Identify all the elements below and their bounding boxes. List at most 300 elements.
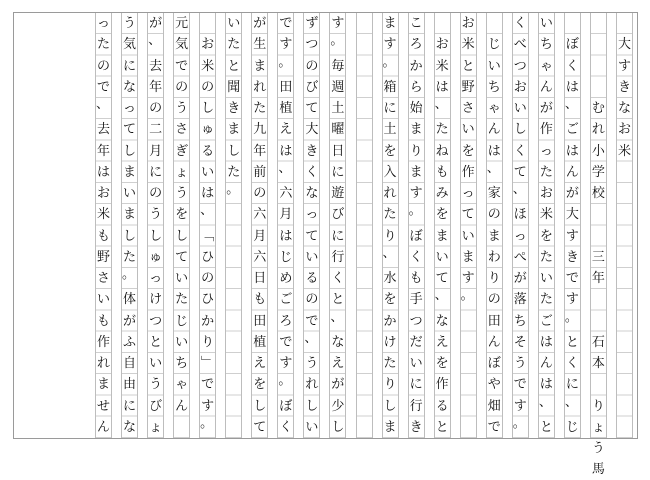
manuscript-char: が bbox=[123, 313, 137, 329]
manuscript-char: い bbox=[435, 249, 449, 265]
manuscript-char: は bbox=[279, 143, 293, 159]
manuscript-char: の bbox=[96, 58, 110, 74]
manuscript-char: せ bbox=[96, 398, 110, 414]
manuscript-char: か bbox=[409, 58, 423, 74]
manuscript-char: を bbox=[435, 356, 449, 371]
manuscript-char: し bbox=[123, 228, 137, 244]
manuscript-column bbox=[199, 13, 216, 438]
manuscript-char: で bbox=[279, 16, 293, 31]
manuscript-char bbox=[591, 77, 606, 98]
manuscript-char: い bbox=[96, 292, 110, 308]
manuscript-char: す bbox=[565, 228, 579, 244]
manuscript-char bbox=[591, 311, 606, 332]
manuscript-char: か bbox=[201, 313, 215, 329]
manuscript-char: て bbox=[253, 419, 267, 435]
manuscript-char: を bbox=[435, 207, 449, 223]
manuscript-char: 米 bbox=[539, 207, 553, 223]
manuscript-char: り bbox=[201, 334, 215, 350]
manuscript-char: 遊 bbox=[331, 186, 345, 201]
manuscript-char: た bbox=[123, 249, 137, 265]
manuscript-char: を bbox=[539, 228, 553, 244]
manuscript-column bbox=[486, 13, 503, 438]
manuscript-char: も bbox=[253, 292, 267, 308]
manuscript-column bbox=[512, 13, 529, 438]
manuscript-char: え bbox=[331, 356, 345, 371]
manuscript-char: 日 bbox=[253, 271, 267, 286]
manuscript-char: の bbox=[175, 79, 189, 95]
manuscript-char: し bbox=[123, 143, 137, 159]
manuscript-char: 。 bbox=[512, 415, 526, 431]
manuscript-char: な bbox=[123, 79, 137, 95]
manuscript-char: 作 bbox=[96, 334, 110, 350]
manuscript-char: の bbox=[149, 101, 163, 116]
manuscript-char: め bbox=[279, 271, 293, 286]
manuscript-char: ら bbox=[409, 79, 423, 95]
manuscript-char: 、 bbox=[304, 330, 318, 346]
manuscript-char: に bbox=[149, 164, 163, 180]
manuscript-char: て bbox=[123, 122, 137, 138]
manuscript-char: え bbox=[435, 334, 449, 350]
manuscript-char: 六 bbox=[253, 207, 267, 223]
manuscript-char: 、 bbox=[200, 203, 214, 219]
manuscript-char: で bbox=[175, 58, 189, 74]
manuscript-char: ん bbox=[539, 79, 553, 95]
manuscript-char: 田 bbox=[279, 79, 293, 95]
manuscript-column bbox=[251, 13, 268, 438]
manuscript-char: 。 bbox=[278, 54, 292, 70]
manuscript-char: 行 bbox=[409, 398, 423, 414]
manuscript-char: の bbox=[149, 186, 163, 201]
manuscript-char: び bbox=[305, 79, 319, 95]
manuscript-char: じ bbox=[487, 37, 501, 53]
manuscript-column bbox=[121, 13, 138, 438]
manuscript-char: ん bbox=[175, 398, 189, 414]
manuscript-char: れ bbox=[96, 356, 110, 371]
manuscript-char: て bbox=[305, 101, 319, 116]
manuscript-char: も bbox=[96, 228, 110, 244]
manuscript-char: え bbox=[253, 356, 267, 371]
manuscript-char: 元 bbox=[175, 16, 189, 31]
manuscript-char: 日 bbox=[331, 143, 345, 159]
manuscript-char: り bbox=[383, 228, 397, 244]
manuscript-char: 植 bbox=[279, 101, 293, 116]
manuscript-char: と bbox=[565, 334, 579, 350]
manuscript-column bbox=[460, 13, 477, 438]
manuscript-char: し bbox=[253, 398, 267, 414]
manuscript-column bbox=[356, 13, 373, 438]
manuscript-char: 生 bbox=[253, 37, 267, 53]
manuscript-char: じ bbox=[565, 419, 579, 435]
manuscript-char: っ bbox=[461, 186, 475, 201]
manuscript-char: ま bbox=[227, 122, 241, 138]
manuscript-char: ん bbox=[487, 334, 501, 350]
manuscript-char: ず bbox=[305, 16, 319, 31]
manuscript-char: え bbox=[279, 122, 293, 138]
manuscript-char: っ bbox=[305, 207, 319, 223]
manuscript-char: 。 bbox=[382, 54, 396, 70]
manuscript-char: 。 bbox=[122, 267, 136, 282]
manuscript-char: と bbox=[149, 334, 163, 350]
manuscript-char: 。 bbox=[408, 203, 422, 219]
manuscript-char: す bbox=[617, 58, 631, 74]
manuscript-char: う bbox=[175, 186, 189, 201]
manuscript-char: て bbox=[305, 228, 319, 244]
manuscript-column bbox=[538, 13, 555, 438]
manuscript-char: さ bbox=[175, 122, 189, 138]
manuscript-char: 九 bbox=[253, 122, 267, 138]
manuscript-char: 田 bbox=[487, 313, 501, 329]
manuscript-char: 植 bbox=[253, 334, 267, 350]
manuscript-char: 自 bbox=[123, 356, 137, 371]
manuscript-char: ぼ bbox=[409, 228, 423, 244]
manuscript-char: る bbox=[305, 271, 319, 286]
manuscript-char: 米 bbox=[201, 58, 215, 74]
manuscript-char: 。 bbox=[226, 182, 240, 197]
manuscript-char: や bbox=[487, 377, 501, 393]
manuscript-char: く bbox=[565, 356, 579, 371]
manuscript-char: は bbox=[539, 334, 553, 350]
manuscript-column bbox=[408, 13, 425, 438]
manuscript-char: れ bbox=[253, 79, 267, 95]
manuscript-char: が bbox=[331, 377, 345, 393]
manuscript-char: 年 bbox=[253, 143, 267, 159]
manuscript-char: そ bbox=[513, 334, 527, 350]
manuscript-char: ご bbox=[279, 292, 293, 308]
manuscript-char: 、 bbox=[95, 97, 109, 112]
manuscript-char: 週 bbox=[331, 79, 345, 95]
manuscript-char: 、 bbox=[434, 288, 448, 304]
manuscript-char: 作 bbox=[539, 122, 553, 138]
manuscript-char: ま bbox=[409, 164, 423, 180]
manuscript-column bbox=[95, 13, 112, 438]
manuscript-char: れ bbox=[383, 186, 397, 201]
manuscript-char bbox=[591, 56, 606, 77]
manuscript-char: 学 bbox=[591, 164, 605, 180]
manuscript-char: 米 bbox=[96, 207, 110, 223]
manuscript-char: な bbox=[331, 334, 345, 350]
manuscript-char: く bbox=[409, 249, 423, 265]
manuscript-char: ま bbox=[253, 58, 267, 74]
manuscript-char: ょ bbox=[175, 164, 189, 180]
manuscript-char: き bbox=[617, 79, 631, 95]
manuscript-char: 気 bbox=[175, 37, 189, 53]
manuscript-char: を bbox=[383, 143, 397, 159]
manuscript-char: い bbox=[539, 16, 553, 31]
manuscript-char: い bbox=[409, 356, 423, 371]
manuscript-char: ま bbox=[435, 228, 449, 244]
manuscript-char: 校 bbox=[591, 186, 605, 201]
manuscript-char: が bbox=[149, 16, 163, 31]
manuscript-char: こ bbox=[409, 16, 423, 31]
manuscript-char: い bbox=[305, 419, 319, 435]
manuscript-column bbox=[590, 13, 607, 478]
manuscript-char bbox=[591, 289, 606, 310]
manuscript-char: 去 bbox=[149, 58, 163, 74]
manuscript-char bbox=[435, 13, 450, 34]
manuscript-char: て bbox=[175, 249, 189, 265]
manuscript-char: の bbox=[253, 186, 267, 201]
manuscript-char: を bbox=[461, 143, 475, 159]
manuscript-char: な bbox=[123, 419, 137, 435]
manuscript-char: 、 bbox=[148, 33, 162, 49]
manuscript-column bbox=[173, 13, 190, 438]
manuscript-char: た bbox=[227, 164, 241, 180]
manuscript-char: く bbox=[279, 419, 293, 435]
manuscript-char: 、 bbox=[382, 245, 396, 261]
manuscript-column bbox=[329, 13, 346, 438]
manuscript-char: り bbox=[487, 271, 501, 286]
manuscript-char: で bbox=[513, 377, 527, 393]
manuscript-char: い bbox=[487, 58, 501, 74]
manuscript-char: が bbox=[253, 16, 267, 31]
manuscript-char: 大 bbox=[305, 122, 319, 138]
manuscript-char bbox=[591, 226, 606, 247]
manuscript-char: の bbox=[487, 207, 501, 223]
manuscript-char: ゅ bbox=[149, 249, 163, 265]
manuscript-char: ね bbox=[435, 143, 449, 159]
manuscript-char: も bbox=[435, 164, 449, 180]
manuscript-char: と bbox=[435, 419, 449, 435]
manuscript-char: は bbox=[201, 186, 215, 201]
manuscript-char: の bbox=[201, 79, 215, 95]
manuscript-char: ん bbox=[487, 122, 501, 138]
manuscript-char: ご bbox=[539, 313, 553, 329]
manuscript-char: ご bbox=[565, 122, 579, 138]
manuscript-char: わ bbox=[487, 249, 501, 265]
manuscript-char: す bbox=[409, 186, 423, 201]
manuscript-char: 体 bbox=[123, 292, 137, 308]
manuscript-char: お bbox=[513, 79, 527, 95]
manuscript-char: に bbox=[383, 101, 397, 116]
manuscript-char: っ bbox=[149, 271, 163, 286]
manuscript-char: い bbox=[461, 122, 475, 138]
manuscript-char: ま bbox=[96, 377, 110, 393]
manuscript-char: 石 bbox=[591, 334, 605, 350]
manuscript-char: う bbox=[149, 207, 163, 223]
manuscript-column bbox=[616, 13, 633, 438]
manuscript-column bbox=[434, 13, 451, 438]
manuscript-char: む bbox=[591, 101, 605, 116]
manuscript-char: 畑 bbox=[487, 398, 501, 414]
manuscript-char: は bbox=[565, 143, 579, 159]
manuscript-char: り bbox=[409, 143, 423, 159]
manuscript-char: ま bbox=[487, 228, 501, 244]
manuscript-char: す bbox=[201, 398, 215, 414]
manuscript-char: 前 bbox=[253, 164, 267, 180]
manuscript-char: ぼ bbox=[565, 37, 579, 53]
manuscript-char: 気 bbox=[123, 37, 137, 53]
manuscript-char: の bbox=[487, 292, 501, 308]
manuscript-char: す bbox=[279, 356, 293, 371]
manuscript-char: に bbox=[409, 377, 423, 393]
manuscript-char: い bbox=[461, 228, 475, 244]
manuscript-char: ま bbox=[461, 249, 475, 265]
manuscript-char: 、 bbox=[434, 97, 448, 112]
manuscript-char: つ bbox=[513, 58, 527, 74]
manuscript-char: う bbox=[123, 16, 137, 31]
manuscript-char: ち bbox=[513, 313, 527, 329]
manuscript-char: ち bbox=[175, 356, 189, 371]
manuscript-char: う bbox=[305, 356, 319, 371]
manuscript-char: 、 bbox=[564, 97, 578, 112]
manuscript-char: び bbox=[149, 398, 163, 414]
manuscript-char: き bbox=[305, 143, 319, 159]
manuscript-char: お bbox=[96, 186, 110, 201]
manuscript-char: 年 bbox=[149, 79, 163, 95]
manuscript-char: 小 bbox=[591, 143, 605, 159]
manuscript-char: 年 bbox=[96, 143, 110, 159]
manuscript-char: 毎 bbox=[331, 58, 345, 74]
manuscript-char: ょ bbox=[149, 419, 163, 435]
manuscript-char: で bbox=[279, 334, 293, 350]
manuscript-char: る bbox=[201, 143, 215, 159]
manuscript-column bbox=[147, 13, 164, 438]
manuscript-char bbox=[565, 13, 580, 34]
manuscript-char: は bbox=[435, 79, 449, 95]
manuscript-char: し bbox=[513, 122, 527, 138]
manuscript-char: お bbox=[201, 37, 215, 53]
manuscript-char: り bbox=[591, 398, 605, 414]
manuscript-char: 馬 bbox=[591, 462, 605, 478]
manuscript-char: を bbox=[253, 377, 267, 393]
manuscript-char: 、 bbox=[538, 394, 552, 410]
manuscript-char: を bbox=[175, 207, 189, 223]
manuscript-char: 米 bbox=[435, 58, 449, 74]
manuscript-char: べ bbox=[513, 37, 527, 53]
manuscript-char: 落 bbox=[513, 292, 527, 308]
manuscript-char: お bbox=[617, 122, 631, 138]
manuscript-char: ょ bbox=[591, 419, 605, 435]
manuscript-char: い bbox=[149, 356, 163, 371]
manuscript-char: び bbox=[331, 207, 345, 223]
manuscript-char: 二 bbox=[149, 122, 163, 138]
manuscript-char: が bbox=[539, 101, 553, 116]
manuscript-char: 聞 bbox=[227, 79, 241, 95]
manuscript-char: と bbox=[331, 292, 345, 308]
manuscript-char: ま bbox=[383, 16, 397, 31]
manuscript-char: の bbox=[305, 58, 319, 74]
manuscript-char: さ bbox=[461, 101, 475, 116]
manuscript-char: は bbox=[539, 377, 553, 393]
manuscript-char: 大 bbox=[565, 207, 579, 223]
manuscript-char: 、 bbox=[330, 309, 344, 325]
manuscript-char: 米 bbox=[461, 37, 475, 53]
manuscript-char: に bbox=[565, 377, 579, 393]
manuscript-char: い bbox=[305, 249, 319, 265]
manuscript-column bbox=[303, 13, 320, 438]
manuscript-char: で bbox=[201, 377, 215, 393]
manuscript-char: ゅ bbox=[201, 122, 215, 138]
manuscript-char: い bbox=[123, 186, 137, 201]
manuscript-char: ん bbox=[96, 419, 110, 435]
manuscript-char: ゃ bbox=[539, 58, 553, 74]
manuscript-char: で bbox=[305, 313, 319, 329]
manuscript-char: た bbox=[383, 356, 397, 371]
manuscript-char: に bbox=[331, 164, 345, 180]
manuscript-char: ぼ bbox=[487, 356, 501, 371]
manuscript-char: た bbox=[539, 164, 553, 180]
manuscript-char: た bbox=[96, 37, 110, 53]
manuscript-char: す bbox=[565, 292, 579, 308]
manuscript-char: ぎ bbox=[175, 143, 189, 159]
manuscript-char: み bbox=[435, 186, 449, 201]
manuscript-char: す bbox=[383, 37, 397, 53]
manuscript-char: 。 bbox=[278, 373, 292, 389]
manuscript-char: っ bbox=[96, 16, 110, 31]
manuscript-char: く bbox=[513, 143, 527, 159]
manuscript-char: と bbox=[227, 58, 241, 74]
manuscript-char: き bbox=[565, 249, 579, 265]
manuscript-char: ゃ bbox=[487, 101, 501, 116]
manuscript-char: ふ bbox=[123, 334, 137, 350]
manuscript-char bbox=[617, 13, 632, 34]
manuscript-char: ぼ bbox=[279, 398, 293, 414]
manuscript-char: う bbox=[175, 101, 189, 116]
manuscript-char: れ bbox=[305, 377, 319, 393]
manuscript-char bbox=[200, 13, 215, 34]
manuscript-char: し bbox=[149, 228, 163, 244]
manuscript-column bbox=[382, 13, 399, 438]
manuscript-char: じ bbox=[279, 249, 293, 265]
manuscript-char: 由 bbox=[123, 377, 137, 393]
manuscript-char: た bbox=[227, 37, 241, 53]
manuscript-char bbox=[591, 13, 606, 34]
manuscript-char: 三 bbox=[591, 249, 605, 265]
manuscript-char: ひ bbox=[201, 249, 215, 265]
manuscript-char: は bbox=[487, 143, 501, 159]
manuscript-char: 行 bbox=[331, 249, 345, 265]
manuscript-char: た bbox=[383, 207, 397, 223]
manuscript-char: ぺ bbox=[513, 249, 527, 265]
manuscript-char: い bbox=[539, 271, 553, 286]
manuscript-char: ゃ bbox=[175, 377, 189, 393]
manuscript-char: っ bbox=[539, 143, 553, 159]
manuscript-char: ろ bbox=[409, 37, 423, 53]
manuscript-char: ﹁ bbox=[201, 228, 215, 244]
manuscript-char: し bbox=[227, 143, 241, 159]
manuscript-column bbox=[277, 13, 294, 438]
manuscript-char: の bbox=[305, 292, 319, 308]
manuscript-char: 土 bbox=[383, 122, 397, 138]
manuscript-char: け bbox=[383, 334, 397, 350]
manuscript-char: す bbox=[331, 16, 345, 31]
manuscript-char: ち bbox=[487, 79, 501, 95]
manuscript-char: る bbox=[435, 398, 449, 414]
manuscript-char: も bbox=[96, 313, 110, 329]
manuscript-char: お bbox=[461, 16, 475, 31]
manuscript-char: た bbox=[539, 249, 553, 265]
manuscript-char: し bbox=[305, 398, 319, 414]
manuscript-char: で bbox=[96, 79, 110, 95]
manuscript-char: い bbox=[227, 16, 241, 31]
manuscript-char: ま bbox=[409, 122, 423, 138]
manuscript-column bbox=[564, 13, 581, 438]
manuscript-char bbox=[487, 13, 502, 34]
manuscript-char: っ bbox=[513, 228, 527, 244]
manuscript-char: し bbox=[175, 228, 189, 244]
manuscript-char: ま bbox=[383, 419, 397, 435]
manuscript-char: ん bbox=[539, 356, 553, 371]
manuscript-char: し bbox=[201, 101, 215, 116]
manuscript-char: く bbox=[305, 164, 319, 180]
manuscript-char: 本 bbox=[591, 356, 605, 371]
manuscript-char: く bbox=[513, 16, 527, 31]
manuscript-char: つ bbox=[305, 37, 319, 53]
manuscript-char: な bbox=[435, 313, 449, 329]
manuscript-char: て bbox=[513, 164, 527, 180]
manuscript-char: に bbox=[123, 58, 137, 74]
manuscript-char: ひ bbox=[201, 292, 215, 308]
